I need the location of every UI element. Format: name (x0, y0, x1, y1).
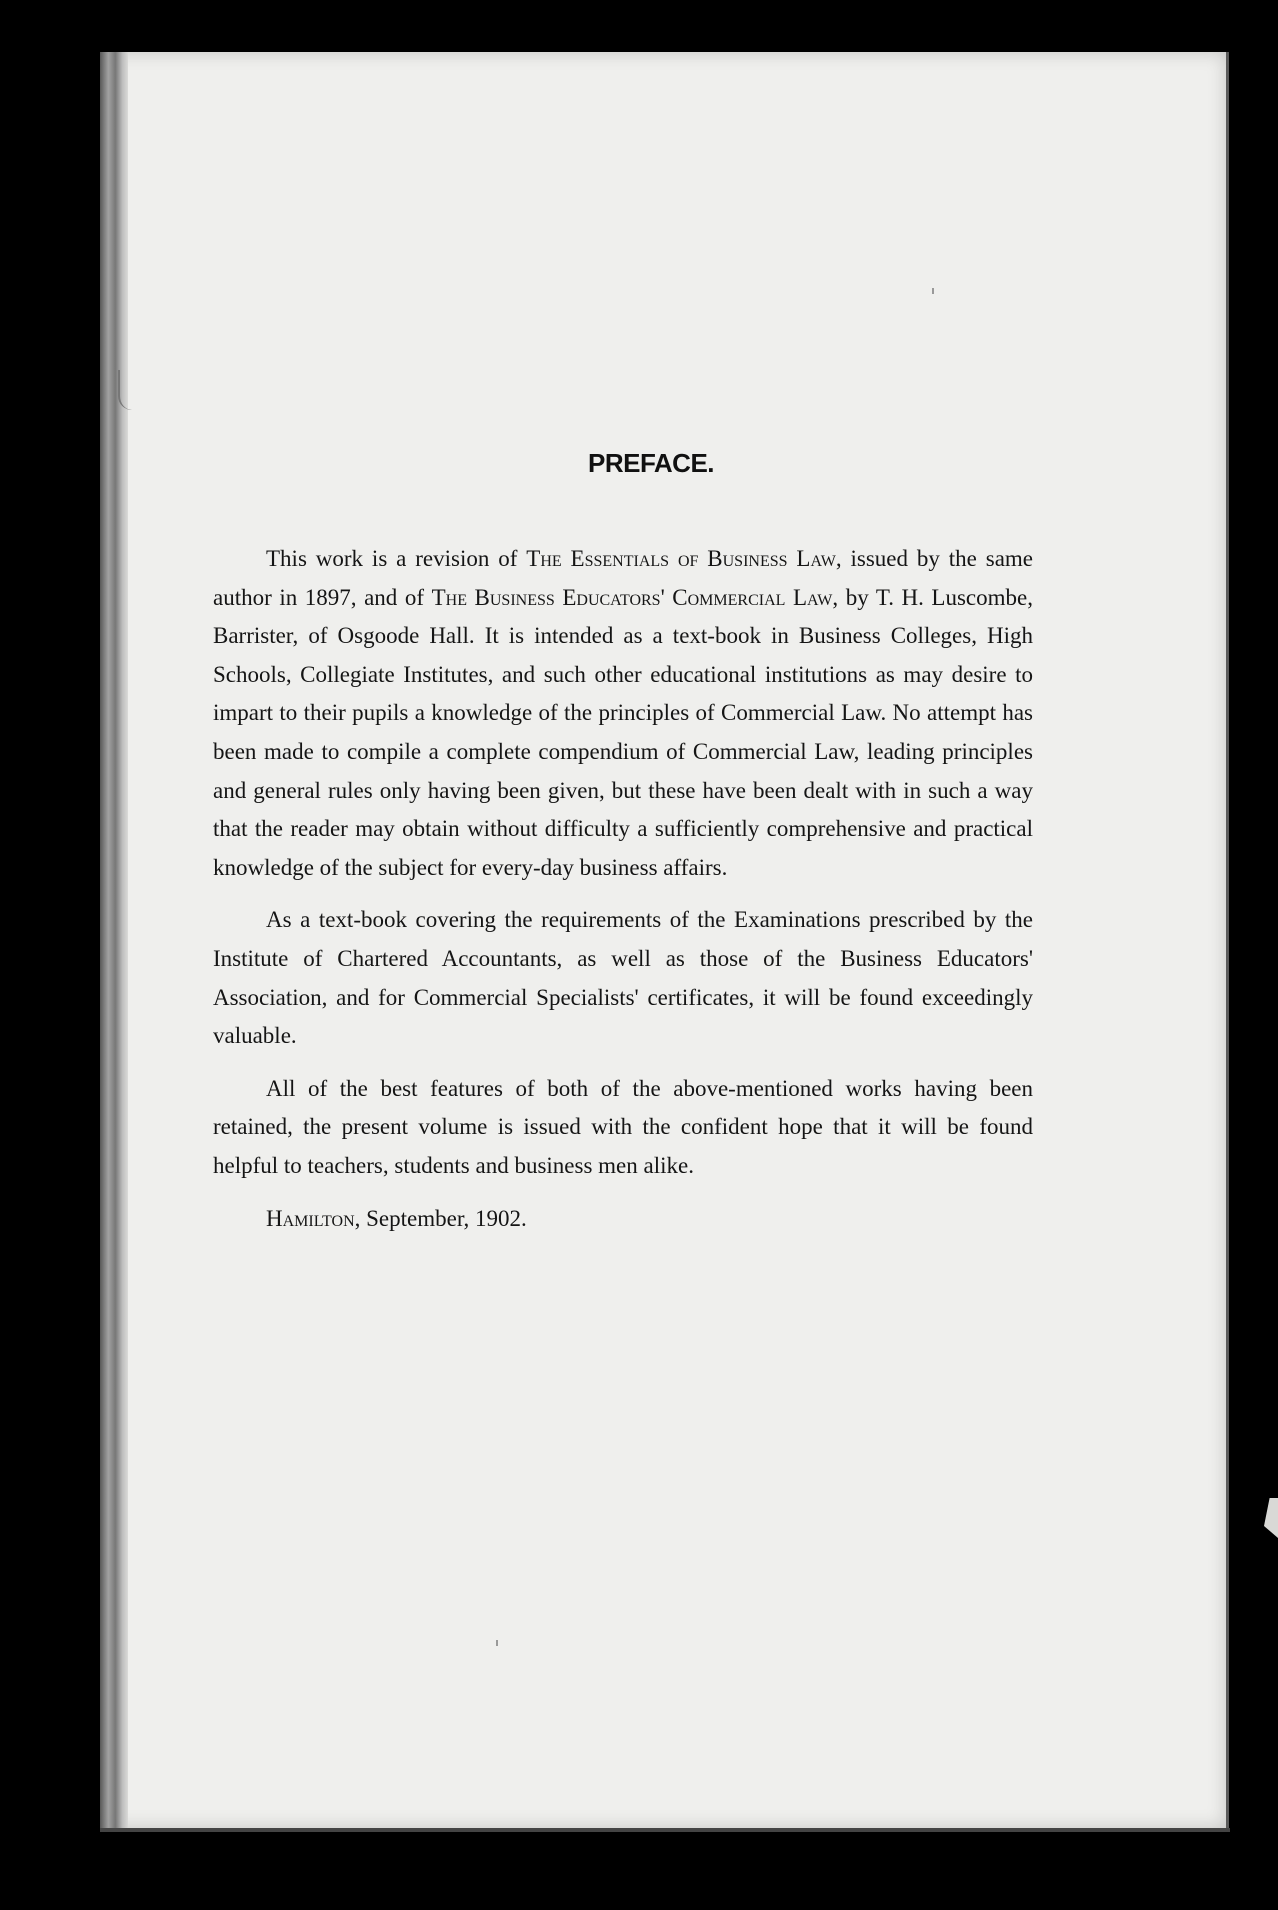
paragraph-text: As a text-book covering the requirements of the Examinations prescribed by the Institute of Chartered Accountants, as well as those of the Business Educators' Association, and for Commercial Specialists' certificates, it will be found exceedingly valuable. (213, 907, 1033, 1049)
paragraph-3 (213, 1070, 1033, 1186)
paragraph-1 (213, 540, 1033, 887)
page-heading: PREFACE. (587, 448, 715, 478)
page-binding-edge (100, 52, 128, 1828)
scan-speck (496, 1640, 498, 1646)
scan-speck (932, 288, 934, 294)
signoff (213, 1200, 1033, 1239)
signoff-place: Hamilton (266, 1205, 355, 1231)
page-bottom-edge (100, 1828, 1230, 1832)
paragraph-text: , issued by the same author in 1897, and of (213, 546, 1034, 610)
paragraph-text: , by T. H. Luscombe, Barrister, of Osgoode Hall. It is intended as a text-book in Business Colleges, High Schools, Collegiate Institutes, and such other educational institutions as may desire to impart to their pupils a knowledge of the principles of Commercial Law. No attempt has been made to compile a complete compendium of Commercial Law, leading principles and general rules only having been given, but these have been dealt with in such a way that the reader may obtain without difficulty a sufficiently comprehensive and practical knowledge of the subject for every-day business affairs. (213, 584, 1033, 880)
book-title: The Essentials of Business Law (526, 546, 836, 571)
paragraph-2 (213, 901, 1033, 1055)
book-title: The Business Educators' Commercial Law (431, 584, 833, 610)
paragraph-text: This work is a revision of (266, 546, 527, 571)
preface-body (213, 540, 1033, 1252)
signoff-date: , September, 1902. (354, 1205, 527, 1231)
paragraph-text: All of the best features of both of the above-mentioned works having been retained, the present volume is issued with the confident hope that it will be found helpful to teachers, students and business men alike. (213, 1075, 1033, 1178)
binding-notch (118, 370, 134, 410)
page-right-edge (1226, 52, 1229, 1828)
